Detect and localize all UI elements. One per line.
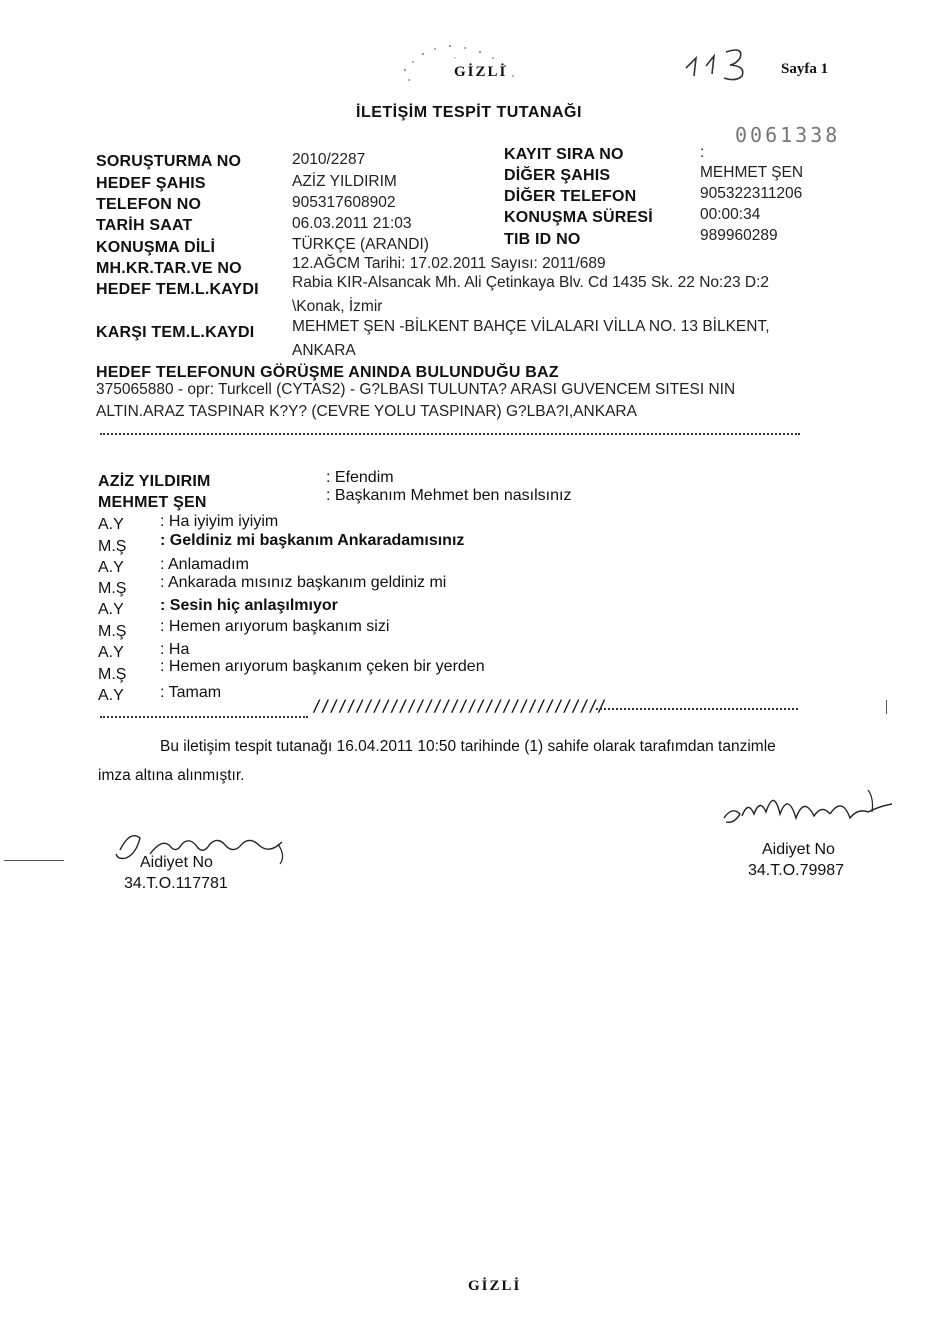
field-value-tib-id: 989960289	[700, 227, 778, 244]
field-value-sorusturma: 2010/2287	[292, 151, 366, 168]
field-value-diger-sahis: MEHMET ŞEN	[700, 164, 804, 181]
field-label-mh-kr: MH.KR.TAR.VE NO	[96, 260, 242, 277]
hedef-tem-label: HEDEF TEM.L.KAYDI	[96, 281, 259, 298]
dialogue-text: : Ankarada mısınız başkanım geldiniz mi	[160, 574, 447, 591]
field-value-konusma-dili: TÜRKÇE (ARANDI)	[292, 236, 429, 253]
separator-dots	[100, 433, 800, 435]
field-label-sorusturma: SORUŞTURMA NO	[96, 153, 242, 170]
classification-top: GİZLİ	[454, 64, 508, 80]
dialogue-speaker: M.Ş	[98, 538, 127, 555]
field-value-konusma-suresi: 00:00:34	[700, 206, 761, 223]
handwritten-number	[680, 38, 760, 88]
field-value-hedef-sahis: AZİZ YILDIRIM	[292, 173, 397, 190]
classification-bottom: GİZLİ	[468, 1278, 522, 1294]
dialogue-text: : Sesin hiç anlaşılmıyor	[160, 597, 338, 614]
field-label-konusma-dili: KONUŞMA DİLİ	[96, 239, 216, 256]
field-label-diger-telefon: DİĞER TELEFON	[504, 188, 637, 205]
dialogue-speaker: MEHMET ŞEN	[98, 494, 207, 511]
field-label-hedef-sahis: HEDEF ŞAHIS	[96, 175, 206, 192]
field-label-konusma-suresi: KONUŞMA SÜRESİ	[504, 209, 653, 226]
end-line-dots-right	[596, 708, 798, 710]
dialogue-speaker: M.Ş	[98, 580, 127, 597]
dialogue-speaker: A.Y	[98, 559, 124, 576]
scan-mark-left	[4, 860, 64, 861]
field-value-tarih-saat: 06.03.2011 21:03	[292, 215, 412, 232]
dialogue-speaker: A.Y	[98, 687, 124, 704]
base-heading: HEDEF TELEFONUN GÖRÜŞME ANINDA BULUNDUĞU BAZ	[96, 364, 559, 381]
dialogue-text: : Efendim	[326, 469, 394, 486]
karsi-tem-line1: MEHMET ŞEN -BİLKENT BAHÇE VİLALARI VİLLA NO. 13 BİLKENT,	[292, 318, 770, 335]
karsi-tem-line2: ANKARA	[292, 342, 356, 359]
dialogue-text: : Hemen arıyorum başkanım sizi	[160, 618, 390, 635]
field-value-mh-kr: 12.AĞCM Tarihi: 17.02.2011 Sayısı: 2011/689	[292, 255, 606, 272]
field-label-telefon: TELEFON NO	[96, 196, 202, 213]
dialogue-text: : Geldiniz mi başkanım Ankaradamısınız	[160, 532, 465, 549]
dialogue-text: : Başkanım Mehmet ben nasılsınız	[326, 487, 572, 504]
signature-right	[718, 778, 898, 845]
field-value-kayit-sira: :	[700, 144, 705, 161]
dialogue-speaker: A.Y	[98, 516, 124, 533]
dialogue-speaker: A.Y	[98, 601, 124, 618]
field-value-diger-telefon: 905322311206	[700, 185, 803, 202]
page-label: Sayfa 1	[781, 61, 829, 77]
signature-left-label: Aidiyet No	[140, 854, 213, 871]
dialogue-text: : Tamam	[160, 684, 222, 701]
closing-line1: Bu iletişim tespit tutanağı 16.04.2011 10:50 tarihinde (1) sahife olarak tarafımdan tanzimle	[160, 738, 776, 755]
base-line2: ALTIN.ARAZ TASPINAR K?Y? (CEVRE YOLU TASPINAR) G?LBA?I,ANKARA	[96, 403, 637, 420]
dialogue-speaker: M.Ş	[98, 666, 127, 683]
stamp-number: 0061338	[735, 123, 841, 147]
karsi-tem-label: KARŞI TEM.L.KAYDI	[96, 324, 255, 341]
signature-left-number: 34.T.O.117781	[124, 875, 228, 892]
dialogue-text: : Anlamadım	[160, 556, 249, 573]
dialogue-text: : Ha	[160, 641, 190, 658]
signature-right-label: Aidiyet No	[762, 841, 835, 858]
field-label-tib-id: TIB ID NO	[504, 231, 581, 248]
closing-line2: imza altına alınmıştır.	[98, 767, 245, 784]
signature-right-number: 34.T.O.79987	[748, 862, 845, 879]
hedef-tem-line2: \Konak, İzmir	[292, 298, 383, 315]
end-line-slashes: //////////////////////////////////	[312, 696, 606, 715]
document-title: İLETİŞİM TESPİT TUTANAĞI	[356, 104, 582, 121]
field-label-diger-sahis: DİĞER ŞAHIS	[504, 167, 611, 184]
field-label-tarih-saat: TARİH SAAT	[96, 217, 193, 234]
end-line-dots-left	[100, 716, 308, 718]
scan-mark-right	[886, 700, 887, 714]
field-label-kayit-sira: KAYIT SIRA NO	[504, 146, 624, 163]
dialogue-text: : Hemen arıyorum başkanım çeken bir yerden	[160, 658, 485, 675]
base-line1: 375065880 - opr: Turkcell (CYTAS2) - G?LBASI TULUNTA? ARASI GUVENCEM SITESI NIN	[96, 381, 736, 398]
field-value-telefon: 905317608902	[292, 194, 396, 211]
dialogue-speaker: AZİZ YILDIRIM	[98, 473, 211, 490]
dialogue-speaker: M.Ş	[98, 623, 127, 640]
hedef-tem-line1: Rabia KIR-Alsancak Mh. Ali Çetinkaya Blv. Cd 1435 Sk. 22 No:23 D:2	[292, 274, 769, 291]
dialogue-speaker: A.Y	[98, 644, 124, 661]
dialogue-text: : Ha iyiyim iyiyim	[160, 513, 279, 530]
